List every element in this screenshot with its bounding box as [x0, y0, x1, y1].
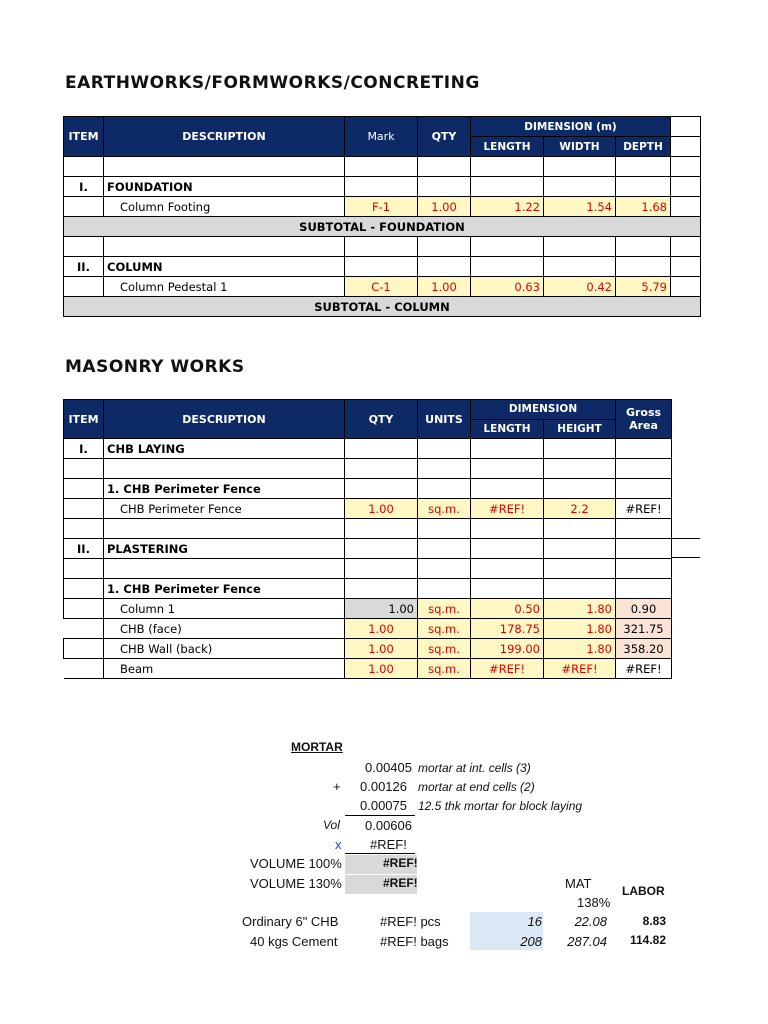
earthworks-table	[63, 116, 701, 317]
gross-cell: 358.20	[616, 639, 672, 659]
row-chb-face: CHB (face)	[104, 619, 345, 639]
units-cell: sq.m.	[418, 659, 471, 679]
units-cell: sq.m.	[418, 639, 471, 659]
sub-plaster-fence: 1. CHB Perimeter Fence	[104, 579, 345, 599]
qty-cell: 1.00	[345, 659, 418, 679]
height-cell: 1.80	[544, 639, 616, 659]
plastering-row-extension-line	[671, 538, 700, 539]
length-cell: 0.50	[471, 599, 544, 619]
subtotal-column: SUBTOTAL - COLUMN	[64, 297, 701, 317]
height-cell: 2.2	[544, 499, 616, 519]
header-qty: QTY	[418, 117, 471, 157]
volume-130-label: VOLUME 130%	[250, 876, 342, 891]
cement-qty: 208	[520, 934, 542, 949]
header-qty: QTY	[345, 400, 418, 439]
length-cell: 199.00	[471, 639, 544, 659]
height-cell: #REF!	[544, 659, 616, 679]
header-length: LENGTH	[471, 137, 544, 157]
header-item: ITEM	[64, 117, 104, 157]
header-depth: DEPTH	[616, 137, 671, 157]
cement-value: #REF! bags	[380, 934, 449, 949]
qty-cell: 1.00	[345, 619, 418, 639]
header-gross-area: Gross Area	[616, 400, 672, 439]
row-chb-wall-back: CHB Wall (back)	[104, 639, 345, 659]
mortar-x-label: x	[335, 837, 342, 852]
mortar-x-value: #REF!	[370, 837, 407, 852]
length-cell: #REF!	[471, 659, 544, 679]
length-cell: 0.63	[471, 277, 544, 297]
label-foundation: FOUNDATION	[104, 177, 345, 197]
length-cell: 1.22	[471, 197, 544, 217]
units-cell: sq.m.	[418, 499, 471, 519]
gross-cell: 321.75	[616, 619, 672, 639]
length-cell: 178.75	[471, 619, 544, 639]
item-plastering: II.	[64, 539, 104, 559]
item-foundation: I.	[64, 177, 104, 197]
mortar-end-cells-value: 0.00126	[360, 779, 407, 794]
header-description: DESCRIPTION	[104, 117, 345, 157]
row-column-pedestal: Column Pedestal 1	[104, 277, 345, 297]
width-cell: 1.54	[544, 197, 616, 217]
labor-header: LABOR	[622, 884, 665, 898]
mat-percentage: 138%	[577, 895, 611, 910]
length-cell: #REF!	[471, 499, 544, 519]
row-column-1: Column 1	[104, 599, 345, 619]
depth-cell: 5.79	[616, 277, 671, 297]
mortar-block-laying-value: 0.00075	[360, 798, 407, 813]
gross-cell: #REF!	[616, 499, 672, 519]
header-item: ITEM	[64, 400, 104, 439]
qty-cell: 1.00	[345, 599, 418, 619]
item-chb: I.	[64, 439, 104, 459]
qty-cell: 1.00	[345, 639, 418, 659]
label-plastering: PLASTERING	[104, 539, 345, 559]
units-cell: sq.m.	[418, 619, 471, 639]
header-description: DESCRIPTION	[104, 400, 345, 439]
label-column: COLUMN	[104, 257, 345, 277]
gross-cell: 0.90	[616, 599, 672, 619]
row-column-footing: Column Footing	[104, 197, 345, 217]
mortar-product-line	[345, 853, 415, 854]
volume-130-value: #REF!	[383, 876, 418, 890]
mark-f1: F-1	[345, 197, 418, 217]
header-dimension: DIMENSION	[471, 400, 616, 420]
masonry-table	[63, 399, 672, 679]
depth-cell: 1.68	[616, 197, 671, 217]
chb-mat: 22.08	[574, 914, 607, 929]
cement-mat: 287.04	[567, 934, 607, 949]
mortar-int-cells-note: mortar at int. cells (3)	[418, 761, 531, 775]
chb-value: #REF! pcs	[380, 914, 441, 929]
plastering-row-extension-line	[671, 557, 700, 558]
masonry-title: MASONRY WORKS	[65, 357, 245, 377]
mortar-vol-value: 0.00606	[365, 818, 412, 833]
header-mark: Mark	[345, 117, 418, 157]
mortar-sum-line	[345, 815, 415, 816]
units-cell: sq.m.	[418, 599, 471, 619]
qty-cell: 1.00	[418, 197, 471, 217]
item-column: II.	[64, 257, 104, 277]
label-chb-laying: CHB LAYING	[104, 439, 345, 459]
subtotal-foundation: SUBTOTAL - FOUNDATION	[64, 217, 701, 237]
row-beam: Beam	[104, 659, 345, 679]
gross-cell: #REF!	[616, 659, 672, 679]
volume-100-label: VOLUME 100%	[250, 856, 342, 871]
chb-label: Ordinary 6" CHB	[242, 914, 339, 929]
height-cell: 1.80	[544, 599, 616, 619]
header-height: HEIGHT	[544, 419, 616, 439]
chb-qty: 16	[527, 914, 542, 929]
mortar-title: MORTAR	[291, 740, 343, 754]
cement-labor: 114.82	[629, 933, 666, 947]
row-chb-fence: CHB Perimeter Fence	[104, 499, 345, 519]
mat-header: MAT	[565, 876, 592, 891]
mortar-end-cells-note: mortar at end cells (2)	[418, 780, 535, 794]
chb-labor: 8.83	[642, 914, 666, 928]
qty-cell: 1.00	[418, 277, 471, 297]
mortar-int-cells-value: 0.00405	[365, 760, 412, 775]
mortar-vol-label: Vol	[323, 818, 340, 832]
header-dimension: DIMENSION (m)	[471, 117, 671, 137]
header-width: WIDTH	[544, 137, 616, 157]
mortar-block-laying-note: 12.5 thk mortar for block laying	[418, 799, 583, 813]
volume-100-value: #REF!	[383, 856, 418, 870]
height-cell: 1.80	[544, 619, 616, 639]
header-length: LENGTH	[471, 419, 544, 439]
mark-c1: C-1	[345, 277, 418, 297]
earthworks-title: EARTHWORKS/FORMWORKS/CONCRETING	[65, 73, 480, 93]
qty-cell: 1.00	[345, 499, 418, 519]
header-units: UNITS	[418, 400, 471, 439]
mortar-plus-sign: +	[333, 779, 341, 794]
sub-chb-fence: 1. CHB Perimeter Fence	[104, 479, 345, 499]
width-cell: 0.42	[544, 277, 616, 297]
cement-label: 40 kgs Cement	[250, 934, 338, 949]
